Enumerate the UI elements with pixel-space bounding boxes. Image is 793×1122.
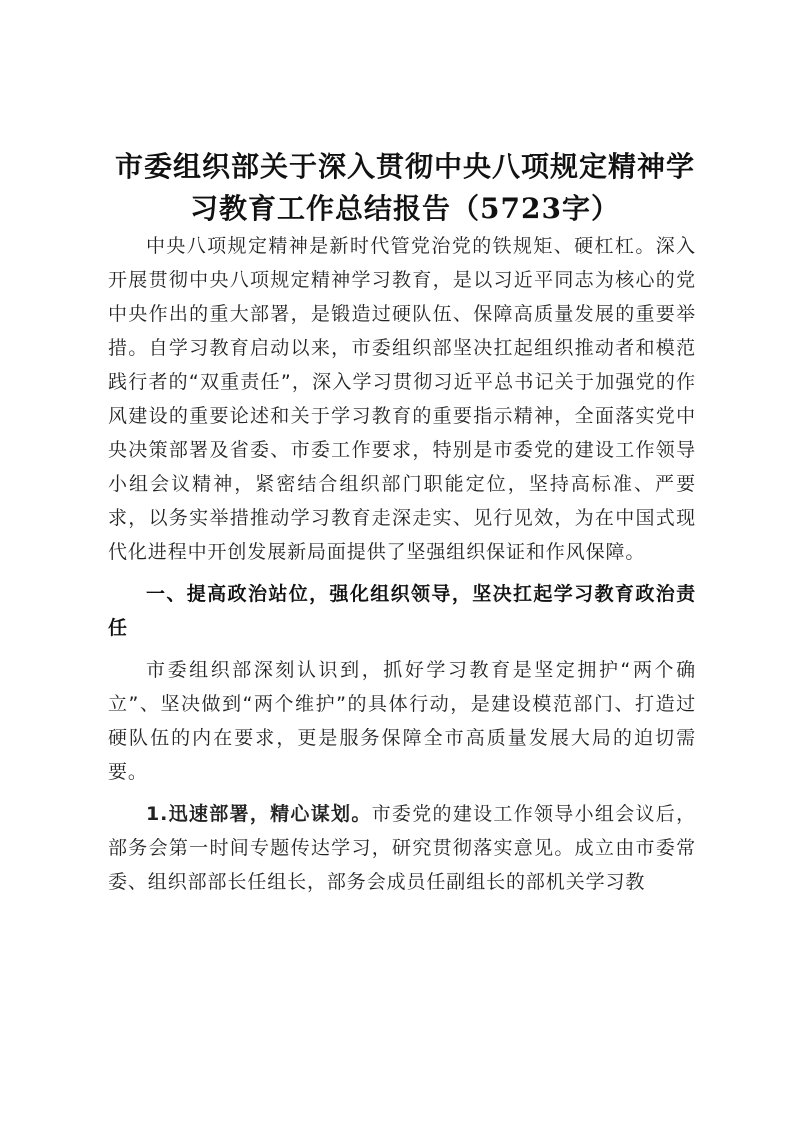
document-body [108,229,696,907]
item-1-text: 市委党的建设工作领导小组会议后，部务会第一时间专题传达学习，研究贯彻落实意见。成立由市委常委、组织部部长任组长，部务会成员任副组长的部机关学习教 [108,803,696,893]
title-line-2: 习教育工作总结报告（5723字） [190,192,620,225]
intro-paragraph: 中央八项规定精神是新时代管党治党的铁规矩、硬杠杠。深入开展贯彻中央八项规定精神学习教育，是以习近平同志为核心的党中央作出的重大部署，是锻造过硬队伍、保障高质量发展的重要举措。自学习教育启动以来，市委组织部坚决扛起组织推动者和模范践行者的“双重责任”，深入学习贯彻习近平总书记关于加强党的作风建设的重要论述和关于学习教育的重要指示精神，全面落实党中央决策部署及省委、市委工作要求，特别是市委党的建设工作领导小组会议精神，紧密结合组织部门职能定位，坚持高标准、严要求，以务实举措推动学习教育走深走实、见行见效，为在中国式现代化进程中开创发展新局面提供了坚强组织保证和作风保障。 [108,235,696,563]
section-heading-1: 一、提高政治站位，强化组织领导，坚决扛起学习教育政治责任 [108,583,696,639]
item-1-paragraph [108,797,696,899]
item-1-lead: 1.迅速部署，精心谋划。 [146,803,372,825]
document-title [100,146,710,230]
title-line-1: 市委组织部关于深入贯彻中央八项规定精神学 [114,150,695,183]
section-1-paragraph: 市委组织部深刻认识到，抓好学习教育是坚定拥护“两个确立”、坚决做到“两个维护”的具体行动，是建设模范部门、打造过硬队伍的内在要求，更是服务保障全市高质量发展大局的迫切需要。 [108,659,696,783]
